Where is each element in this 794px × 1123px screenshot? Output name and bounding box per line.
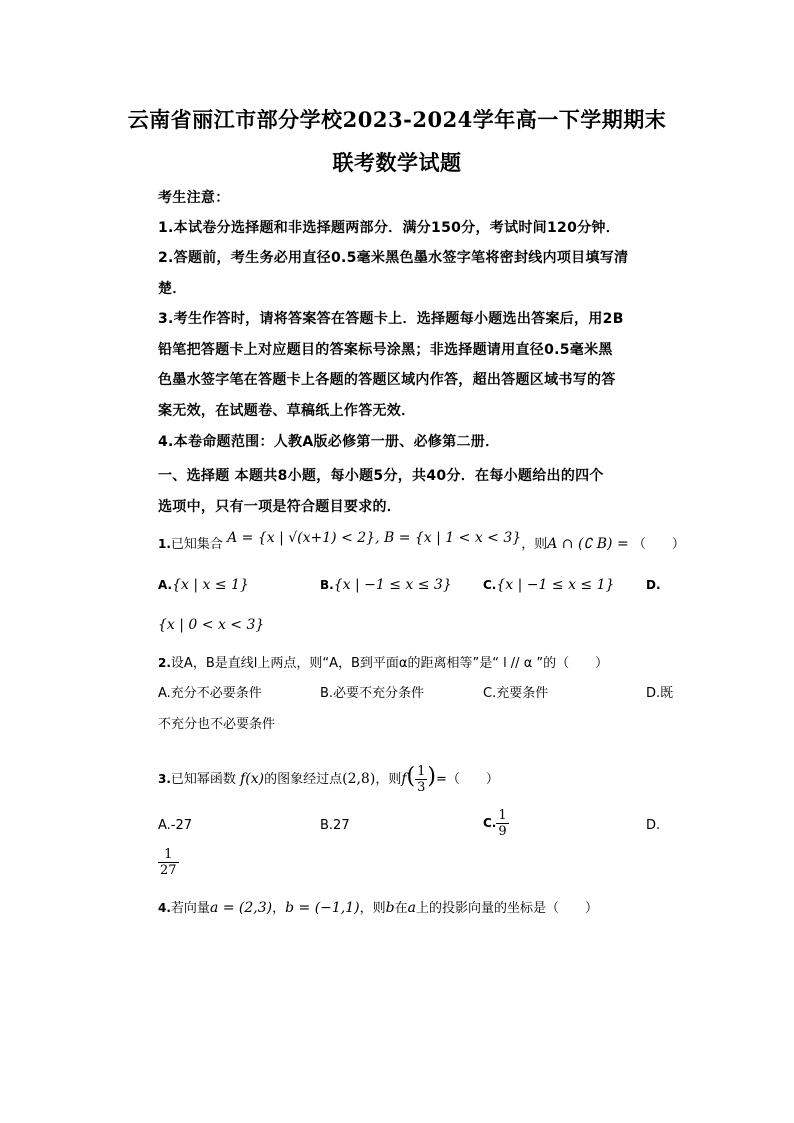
fraction: $\frac{1}{3}$ xyxy=(417,764,426,795)
question-3-option-b: B.27 xyxy=(320,818,350,833)
vector-b: b = (−1,1) xyxy=(285,900,360,916)
question-1-stem xyxy=(158,530,685,555)
question-2-option-c: C.充要条件 xyxy=(483,686,549,701)
question-1-option-d-label: D. xyxy=(646,578,661,592)
question-text: 已知集合 xyxy=(170,537,223,552)
fraction: $\frac{1}{9}$ xyxy=(498,808,507,839)
notice-item-1: 1.本试卷分选择题和非选择题两部分．满分150分，考试时间120分钟． xyxy=(158,220,621,236)
question-3-option-c: C. $\frac{1}{9}$ xyxy=(483,808,507,839)
question-2-stem: 2.设A，B是直线l上两点，则“A，B到平面α的距离相等”是“ l // α ”的（ ） xyxy=(158,656,609,671)
notice-item-3-cont1: 铅笔把答题卡上对应题目的答案标号涂黑；非选择题请用直径0.5毫米黑 xyxy=(158,342,613,358)
doc-title-line2: 联考数学试题 xyxy=(332,150,462,175)
question-2-option-d: D.既 xyxy=(646,686,674,701)
question-2-option-b: B.必要不充分条件 xyxy=(320,686,425,701)
question-3-stem: 3.已知幂函数 f(x)的图象经过点(2,8)，则f( $\frac{1}{3}$ )=（ ） xyxy=(158,764,499,795)
notice-item-2: 2.答题前，考生务必用直径0.5毫米黑色墨水签字笔将密封线内项目填写清 xyxy=(158,250,629,266)
notice-heading: 考生注意： xyxy=(158,190,230,206)
question-text-mid: ，则 xyxy=(521,537,548,552)
question-2-option-a: A.充分不必要条件 xyxy=(158,686,262,701)
notice-item-2-cont: 楚． xyxy=(158,281,187,297)
question-3-option-d xyxy=(158,846,179,880)
question-3-option-d-label: D. xyxy=(646,818,661,833)
question-2-option-d-cont: 不充分也不必要条件 xyxy=(158,717,276,732)
set-definition: A = {x | √(x+1) < 2}, B = {x | 1 < x < 3} xyxy=(227,530,522,546)
set-expression: A ∩ (∁ B) = xyxy=(547,536,629,552)
question-3-option-a: A.-27 xyxy=(158,818,193,833)
notice-item-3: 3.考生作答时，请将答案答在答题卡上．选择题每小题选出答案后，用2B xyxy=(158,311,624,327)
fraction: $\frac{1}{27}$ xyxy=(160,847,177,878)
vector-a: a = (2,3) xyxy=(209,900,273,916)
question-1-option-a: A.{x | x ≤ 1} xyxy=(158,577,249,593)
doc-title-line1: 云南省丽江市部分学校2023-2024学年高一下学期期末 xyxy=(127,107,667,132)
question-1-option-c: C.{x | −1 ≤ x ≤ 1} xyxy=(483,577,615,593)
question-1-option-d: {x | 0 < x < 3} xyxy=(158,617,265,633)
question-4-stem: 4.若向量a = (2,3)，b = (−1,1)，则b在a上的投影向量的坐标是（ ） xyxy=(158,900,599,916)
section-heading-line2: 选项中，只有一项是符合题目要求的． xyxy=(158,499,402,515)
section-heading-line1: 一、选择题 本题共8小题，每小题5分，共40分．在每小题给出的四个 xyxy=(158,468,604,484)
question-1-option-b: B.{x | −1 ≤ x ≤ 3} xyxy=(320,577,452,593)
notice-item-4: 4.本卷命题范围：人教A版必修第一册、必修第二册． xyxy=(158,434,500,450)
notice-item-3-cont2: 色墨水签字笔在答题卡上各题的答题区域内作答，超出答题区域书写的答 xyxy=(158,372,616,388)
question-number: 1. xyxy=(158,537,171,551)
notice-item-3-cont3: 案无效，在试题卷、草稿纸上作答无效． xyxy=(158,403,416,419)
answer-blank: （ ） xyxy=(632,537,685,552)
